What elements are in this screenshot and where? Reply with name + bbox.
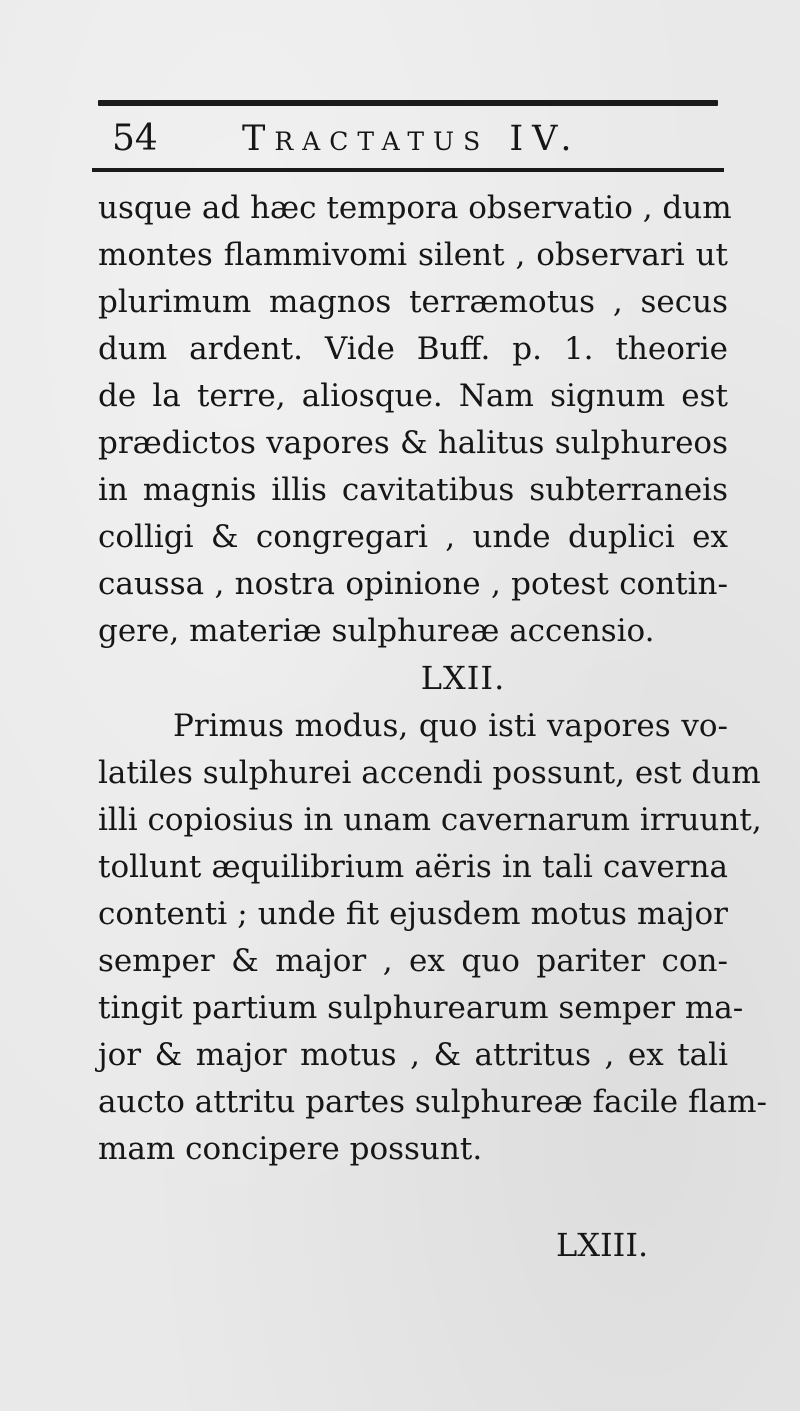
running-title: Tractatus IV. [242,119,581,159]
section-heading: LXII. [420,659,506,697]
header-rule-bottom [92,168,724,172]
text-line: in magnis illis cavitatibus subterraneis [98,472,728,508]
text-line: Primus modus, quo isti vapores vo- [173,708,728,744]
page-number: 54 [112,118,158,159]
text-block [98,185,767,1245]
text-line: aucto attritu partes sulphureæ facile flam- [98,1084,767,1120]
text-line: mam concipere possunt. [98,1131,483,1167]
text-line: contenti ; unde fit ejusdem motus major [98,896,728,932]
text-line: latiles sulphurei accendi possunt, est dum [98,755,761,791]
text-line: caussa , nostra opinione , potest contin- [98,566,728,602]
text-line: tollunt æquilibrium aëris in tali caverna [98,849,728,885]
text-line: gere, materiæ sulphureæ accensio. [98,613,655,649]
catchword: LXIII. [556,1226,649,1264]
text-line: illi copiosius in unam cavernarum irruunt, [98,802,762,838]
running-head [112,114,712,164]
text-line: de la terre, aliosque. Nam signum est [98,378,728,414]
text-line: usque ad hæc tempora observatio , dum [98,190,732,226]
text-line: colligi & congregari , unde duplici ex [98,519,728,555]
text-line: semper & major , ex quo pariter con- [98,943,728,979]
text-line: tingit partium sulphurearum semper ma- [98,990,744,1026]
text-line: montes flammivomi silent , observari ut [98,237,728,273]
text-line: jor & major motus , & attritus , ex tali [98,1037,728,1073]
text-line: plurimum magnos terræmotus , secus [98,284,728,320]
text-line: prædictos vapores & halitus sulphureos [98,425,728,461]
text-line: dum ardent. Vide Buff. p. 1. theorie [98,331,728,367]
header-rule-top [98,100,718,106]
